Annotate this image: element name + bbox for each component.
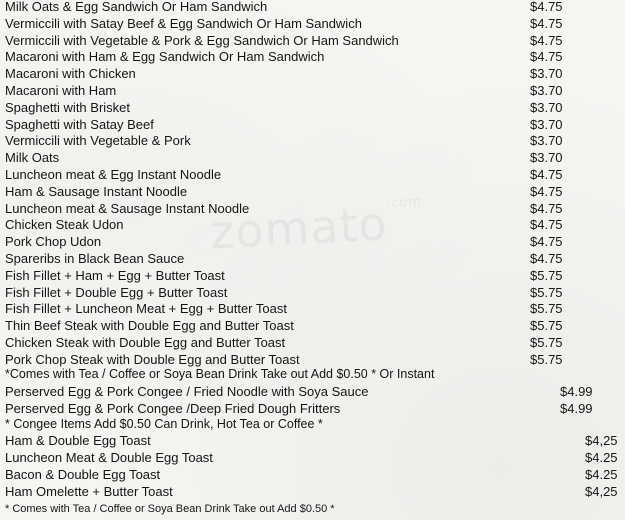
menu-item-name: Ham Omelette + Butter Toast [5, 484, 173, 499]
menu-item-price: $4.25 [585, 450, 618, 465]
menu-item-price: $3.70 [530, 83, 563, 98]
menu-item-price: $5.75 [530, 267, 563, 283]
menu-item-name: Thin Beef Steak with Double Egg and Butter Toast [5, 318, 294, 334]
menu-item [5, 149, 625, 166]
menu-item [5, 99, 625, 116]
menu-item-name: Fish Fillet + Ham + Egg + Butter Toast [5, 267, 225, 283]
menu-item-name: Fish Fillet + Double Egg + Butter Toast [5, 284, 228, 300]
menu-item-name: Ham & Double Egg Toast [5, 433, 151, 448]
menu-item-price: $3.70 [530, 66, 563, 82]
menu-item-price: $4.75 [530, 234, 563, 250]
menu-item-price: $4.75 [530, 200, 563, 216]
menu-item-name: Perserved Egg & Pork Congee /Deep Fried Dough Fritters [5, 400, 341, 416]
menu-item [5, 250, 625, 267]
menu-item-name: Pork Chop Udon [5, 234, 102, 250]
menu-item-price: $3.70 [530, 133, 563, 149]
section-1-note: *Comes with Tea / Coffee or Soya Bean Drink Take out Add $0.50 * Or Instant [5, 367, 435, 381]
menu-item-name: Fish Fillet + Luncheon Meat + Egg + Butter Toast [5, 301, 287, 317]
section-3-note: * Comes with Tea / Coffee or Soya Bean Drink Take out Add $0.50 * [5, 503, 335, 515]
menu-item-price: $4.75 [530, 32, 563, 48]
menu-item-name: Milk Oats [5, 150, 60, 166]
menu-item [5, 400, 625, 417]
menu-item-price: $4.75 [530, 49, 563, 65]
watermark-brand: zomato [208, 196, 389, 260]
menu-item [5, 132, 625, 149]
menu-item-price: $3.70 [530, 99, 563, 115]
menu-item-name: Chicken Steak with Double Egg and Butter Toast [5, 335, 286, 350]
menu-item-price: $4.75 [530, 15, 563, 31]
menu-item-price: $4.75 [530, 167, 563, 182]
menu-item-name: Pork Chop Steak with Double Egg and Butter Toast [5, 351, 300, 367]
menu-item-name: Milk Oats & Egg Sandwich Or Ham Sandwich [5, 0, 268, 14]
menu-item-name: Ham & Sausage Instant Noodle [5, 183, 188, 199]
menu-item [5, 466, 625, 483]
menu-item-price: $4.75 [530, 0, 563, 14]
menu-item [5, 15, 625, 32]
menu-item [5, 216, 625, 233]
section-2-note: * Congee Items Add $0.50 Can Drink, Hot Tea or Coffee * [5, 417, 323, 431]
menu-item-price: $5.75 [530, 301, 563, 317]
menu-item-name: Luncheon meat & Sausage Instant Noodle [5, 200, 250, 216]
menu-item-price: $3.70 [530, 116, 563, 132]
menu-item [5, 116, 625, 133]
menu-item [5, 65, 625, 82]
menu-item-price: $5.75 [530, 284, 563, 300]
menu-item-name: Macaroni with Ham [5, 83, 117, 98]
menu-item-price: $5.75 [530, 318, 563, 334]
menu-item-name: Bacon & Double Egg Toast [5, 467, 161, 482]
menu-item-price: $4,25 [585, 484, 618, 499]
menu-item-name: Macaroni with Ham & Egg Sandwich Or Ham Sandwich [5, 49, 325, 65]
menu-item [5, 0, 625, 15]
menu-item-price: $5.75 [530, 351, 563, 367]
watermark-suffix: .com [385, 194, 423, 212]
menu-item-name: Vermiccili with Vegetable & Pork [5, 133, 191, 149]
menu-item [5, 48, 625, 65]
menu-item [5, 300, 625, 317]
menu-item [5, 317, 625, 334]
menu-item-price: $4.75 [530, 217, 563, 233]
menu-item [5, 432, 625, 449]
menu-item-name: Vermiccili with Satay Beef & Egg Sandwich Or Ham Sandwich [5, 15, 362, 31]
menu-item [5, 166, 625, 183]
menu-item-price: $3.70 [530, 150, 563, 166]
menu-item-price: $4,25 [585, 433, 618, 448]
menu-item-name: Macaroni with Chicken [5, 66, 136, 82]
menu-item-price: $5.75 [530, 335, 563, 350]
menu-item-name: Chicken Steak Udon [5, 217, 124, 233]
menu-item [5, 267, 625, 284]
menu-item [5, 284, 625, 301]
menu-item-name: Spareribs in Black Bean Sauce [5, 251, 185, 266]
menu-item [5, 233, 625, 250]
menu-item-name: Spaghetti with Brisket [5, 99, 131, 115]
menu-item [5, 483, 625, 500]
menu-item [5, 82, 625, 99]
menu-item [5, 449, 625, 466]
menu-item-name: Vermiccili with Vegetable & Pork & Egg Sandwich Or Ham Sandwich [5, 32, 399, 48]
menu-item-price: $4.75 [530, 183, 563, 199]
menu-item-name: Perserved Egg & Pork Congee / Fried Noodle with Soya Sauce [5, 384, 369, 399]
menu-item-name: Luncheon meat & Egg Instant Noodle [5, 167, 222, 182]
menu-item [5, 183, 625, 200]
menu-item [5, 383, 625, 400]
menu-item-price: $4.25 [585, 467, 618, 482]
menu-item-price: $4.99 [560, 400, 593, 416]
menu-item [5, 32, 625, 49]
menu-item-price: $4.75 [530, 251, 563, 266]
menu-item-name: Luncheon Meat & Double Egg Toast [5, 450, 213, 465]
menu-item [5, 334, 625, 351]
menu-item-name: Spaghetti with Satay Beef [5, 116, 154, 132]
menu-item-price: $4.99 [560, 384, 593, 399]
menu-item [5, 200, 625, 217]
